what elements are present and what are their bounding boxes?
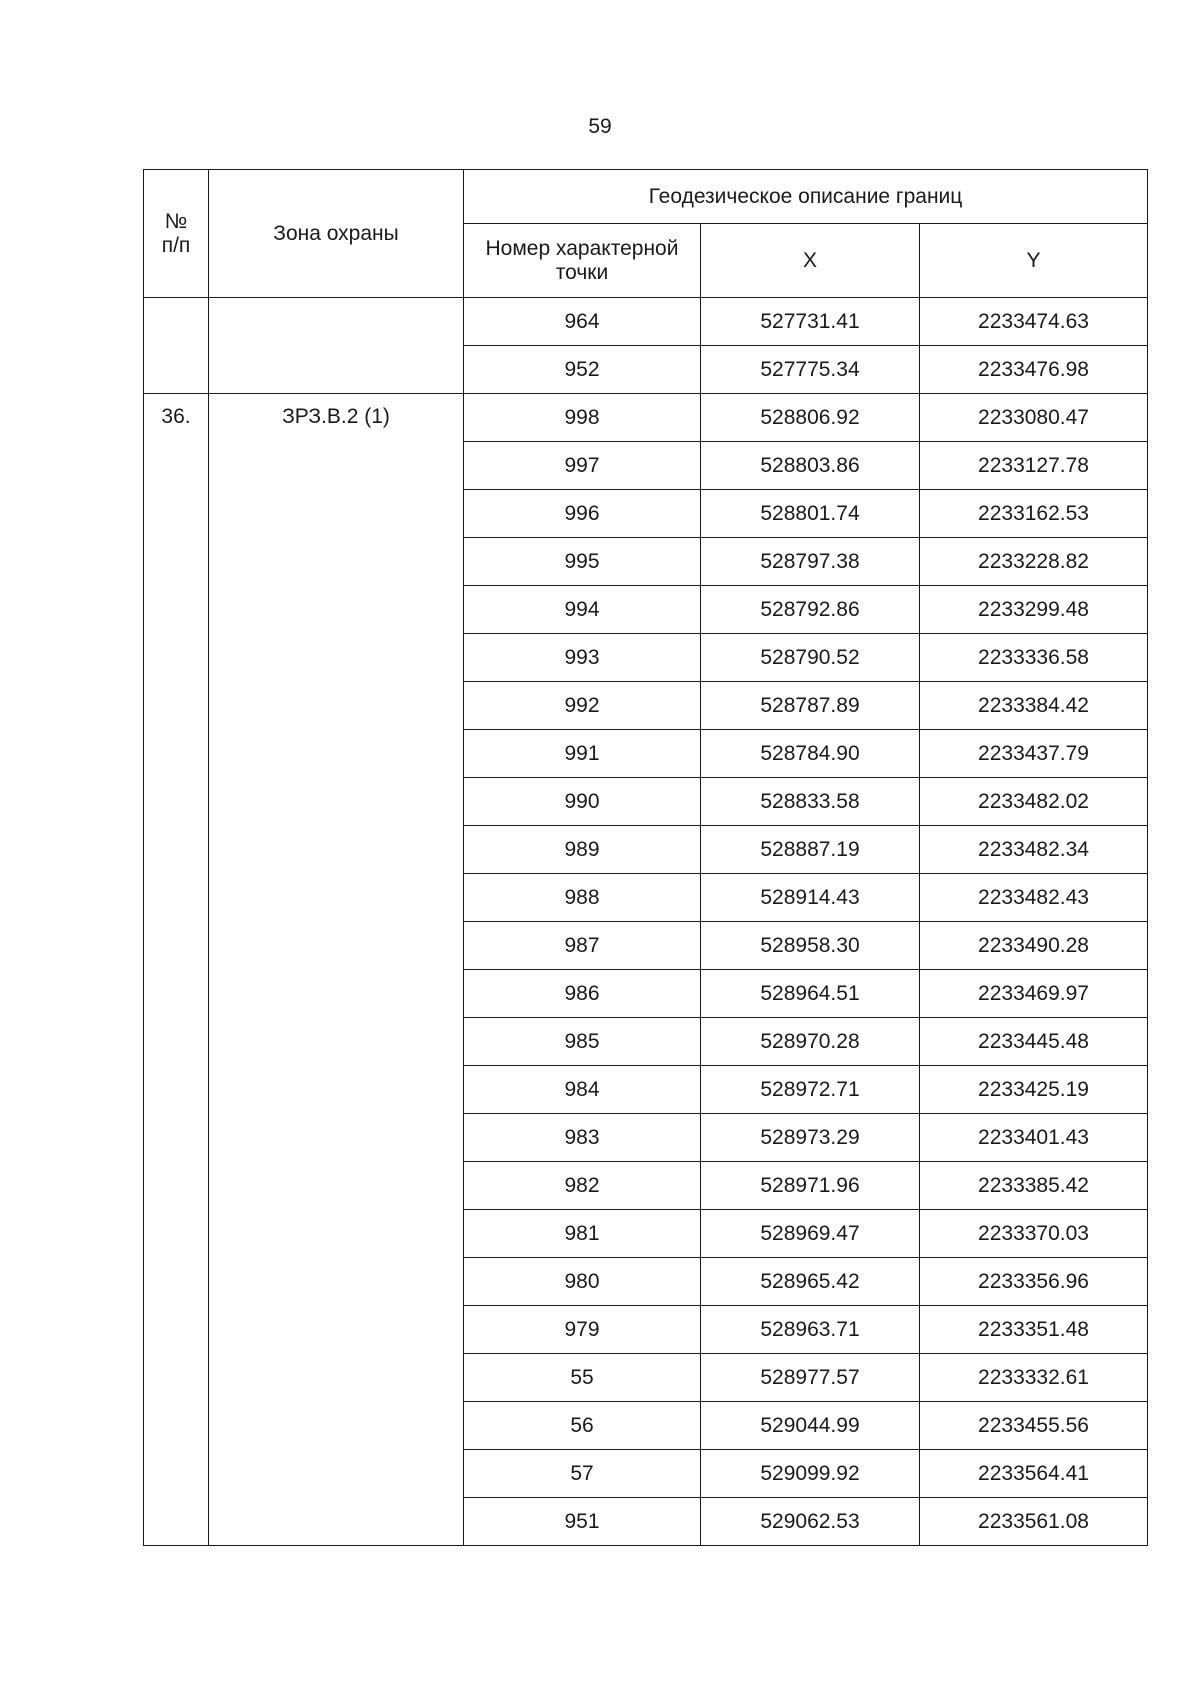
- header-point-number: Номер характерной точки: [464, 224, 701, 298]
- y-coordinate-cell: 2233401.43: [920, 1114, 1148, 1162]
- point-number-cell: 952: [464, 346, 701, 394]
- x-coordinate-cell: 528797.38: [701, 538, 920, 586]
- x-coordinate-cell: 527775.34: [701, 346, 920, 394]
- protection-zone-cell: [209, 298, 464, 394]
- row-number-cell: [144, 298, 209, 394]
- table-row: [144, 394, 1148, 442]
- point-number-cell: 987: [464, 922, 701, 970]
- x-coordinate-cell: 528964.51: [701, 970, 920, 1018]
- point-number-cell: 981: [464, 1210, 701, 1258]
- y-coordinate-cell: 2233332.61: [920, 1354, 1148, 1402]
- y-coordinate-cell: 2233162.53: [920, 490, 1148, 538]
- boundary-coordinates-table: [143, 169, 1148, 1546]
- y-coordinate-cell: 2233561.08: [920, 1498, 1148, 1546]
- point-number-cell: 57: [464, 1450, 701, 1498]
- x-coordinate-cell: 528970.28: [701, 1018, 920, 1066]
- y-coordinate-cell: 2233455.56: [920, 1402, 1148, 1450]
- point-number-cell: 994: [464, 586, 701, 634]
- x-coordinate-cell: 528801.74: [701, 490, 920, 538]
- point-number-cell: 998: [464, 394, 701, 442]
- x-coordinate-cell: 528965.42: [701, 1258, 920, 1306]
- x-coordinate-cell: 528784.90: [701, 730, 920, 778]
- y-coordinate-cell: 2233351.48: [920, 1306, 1148, 1354]
- y-coordinate-cell: 2233490.28: [920, 922, 1148, 970]
- point-number-cell: 984: [464, 1066, 701, 1114]
- x-coordinate-cell: 528958.30: [701, 922, 920, 970]
- x-coordinate-cell: 528803.86: [701, 442, 920, 490]
- point-number-cell: 982: [464, 1162, 701, 1210]
- x-coordinate-cell: 528914.43: [701, 874, 920, 922]
- point-number-cell: 996: [464, 490, 701, 538]
- header-protection-zone: Зона охраны: [209, 170, 464, 298]
- row-number-cell: 36.: [144, 394, 209, 1546]
- header-geodetic-description: Геодезическое описание границ: [464, 170, 1148, 224]
- point-number-cell: 988: [464, 874, 701, 922]
- point-number-cell: 979: [464, 1306, 701, 1354]
- protection-zone-cell: ЗРЗ.В.2 (1): [209, 394, 464, 1546]
- x-coordinate-cell: 528973.29: [701, 1114, 920, 1162]
- y-coordinate-cell: 2233356.96: [920, 1258, 1148, 1306]
- x-coordinate-cell: 528790.52: [701, 634, 920, 682]
- x-coordinate-cell: 528977.57: [701, 1354, 920, 1402]
- y-coordinate-cell: 2233299.48: [920, 586, 1148, 634]
- point-number-cell: 993: [464, 634, 701, 682]
- y-coordinate-cell: 2233564.41: [920, 1450, 1148, 1498]
- y-coordinate-cell: 2233469.97: [920, 970, 1148, 1018]
- y-coordinate-cell: 2233482.02: [920, 778, 1148, 826]
- y-coordinate-cell: 2233127.78: [920, 442, 1148, 490]
- y-coordinate-cell: 2233425.19: [920, 1066, 1148, 1114]
- y-coordinate-cell: 2233476.98: [920, 346, 1148, 394]
- y-coordinate-cell: 2233385.42: [920, 1162, 1148, 1210]
- point-number-cell: 995: [464, 538, 701, 586]
- point-number-cell: 989: [464, 826, 701, 874]
- x-coordinate-cell: 528787.89: [701, 682, 920, 730]
- y-coordinate-cell: 2233384.42: [920, 682, 1148, 730]
- point-number-cell: 980: [464, 1258, 701, 1306]
- header-row-number: № п/п: [144, 170, 209, 298]
- point-number-cell: 983: [464, 1114, 701, 1162]
- x-coordinate-cell: 528833.58: [701, 778, 920, 826]
- y-coordinate-cell: 2233482.34: [920, 826, 1148, 874]
- x-coordinate-cell: 529062.53: [701, 1498, 920, 1546]
- x-coordinate-cell: 529044.99: [701, 1402, 920, 1450]
- x-coordinate-cell: 528969.47: [701, 1210, 920, 1258]
- x-coordinate-cell: 528971.96: [701, 1162, 920, 1210]
- point-number-cell: 55: [464, 1354, 701, 1402]
- x-coordinate-cell: 527731.41: [701, 298, 920, 346]
- point-number-cell: 985: [464, 1018, 701, 1066]
- point-number-cell: 997: [464, 442, 701, 490]
- point-number-cell: 992: [464, 682, 701, 730]
- point-number-cell: 990: [464, 778, 701, 826]
- y-coordinate-cell: 2233080.47: [920, 394, 1148, 442]
- point-number-cell: 964: [464, 298, 701, 346]
- y-coordinate-cell: 2233228.82: [920, 538, 1148, 586]
- x-coordinate-cell: 528806.92: [701, 394, 920, 442]
- x-coordinate-cell: 528792.86: [701, 586, 920, 634]
- point-number-cell: 951: [464, 1498, 701, 1546]
- header-x: X: [701, 224, 920, 298]
- y-coordinate-cell: 2233482.43: [920, 874, 1148, 922]
- y-coordinate-cell: 2233370.03: [920, 1210, 1148, 1258]
- y-coordinate-cell: 2233336.58: [920, 634, 1148, 682]
- table-row: [144, 298, 1148, 346]
- x-coordinate-cell: 528972.71: [701, 1066, 920, 1114]
- y-coordinate-cell: 2233474.63: [920, 298, 1148, 346]
- point-number-cell: 986: [464, 970, 701, 1018]
- y-coordinate-cell: 2233445.48: [920, 1018, 1148, 1066]
- x-coordinate-cell: 529099.92: [701, 1450, 920, 1498]
- point-number-cell: 991: [464, 730, 701, 778]
- page-number: 59: [588, 115, 612, 138]
- header-y: Y: [920, 224, 1148, 298]
- y-coordinate-cell: 2233437.79: [920, 730, 1148, 778]
- x-coordinate-cell: 528963.71: [701, 1306, 920, 1354]
- point-number-cell: 56: [464, 1402, 701, 1450]
- x-coordinate-cell: 528887.19: [701, 826, 920, 874]
